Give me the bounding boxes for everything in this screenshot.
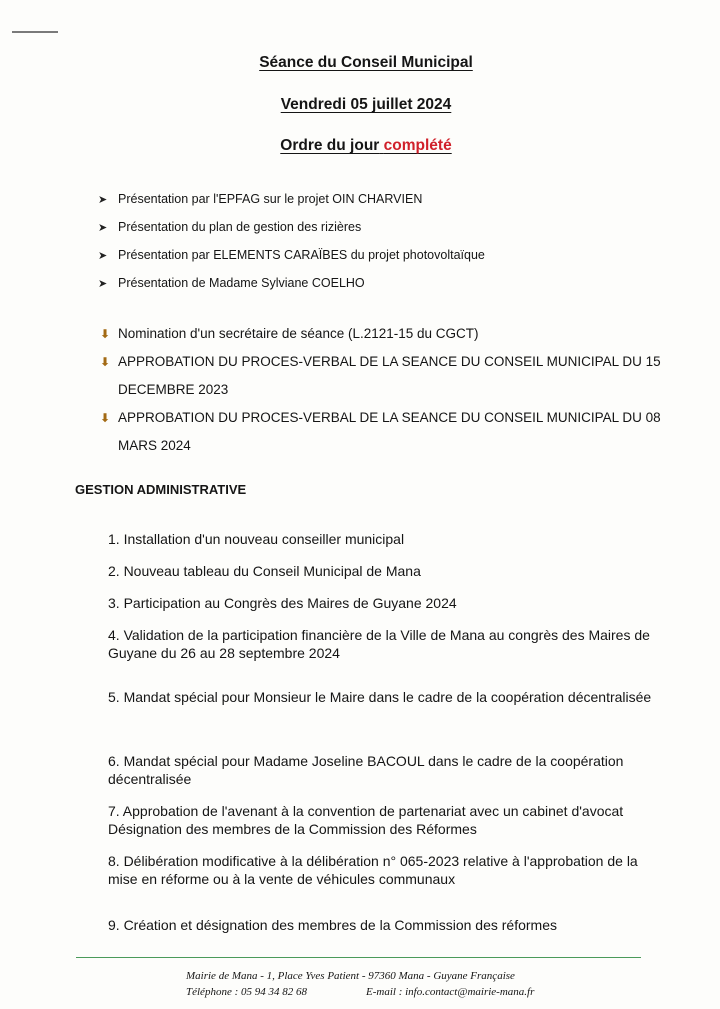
- arrowhead-icon: ➤: [98, 250, 108, 262]
- list-item: [98, 248, 485, 276]
- meeting-date: Vendredi 05 juillet 2024: [280, 96, 452, 113]
- agenda-item: 2. Nouveau tableau du Conseil Municipal de Mana: [108, 563, 421, 579]
- pushpin-icon: ⬇: [100, 411, 111, 425]
- agenda-heading: [6, 137, 720, 155]
- footer-phone: Téléphone : 05 94 34 82 68: [186, 986, 307, 998]
- pushpin-icon: ⬇: [100, 327, 111, 341]
- agenda-highlight: complété: [383, 137, 452, 154]
- preliminary-text: APPROBATION DU PROCES-VERBAL DE LA SEANCE DU CONSEIL MUNICIPAL DU 15 DECEMBRE 2023: [118, 354, 661, 397]
- agenda-item: 3. Participation au Congrès des Maires de Guyane 2024: [108, 595, 457, 611]
- agenda-item: 8. Délibération modificative à la délibération n° 065-2023 relative à l'approbation de la mise en réforme ou à la vente de véhicules communaux: [108, 853, 638, 887]
- footer-address: Mairie de Mana - 1, Place Yves Patient - 97360 Mana - Guyane Française: [186, 970, 515, 982]
- presentation-text: Présentation du plan de gestion des rizières: [118, 220, 362, 234]
- section-title-gestion: GESTION ADMINISTRATIVE: [75, 482, 247, 497]
- list-item: [98, 276, 485, 304]
- agenda-item: 5. Mandat spécial pour Monsieur le Maire dans le cadre de la coopération décentralisée: [108, 689, 652, 705]
- scan-mark: [12, 31, 58, 33]
- preliminary-text: APPROBATION DU PROCES-VERBAL DE LA SEANCE DU CONSEIL MUNICIPAL DU 08 MARS 2024: [118, 410, 661, 453]
- presentations-list: [98, 192, 485, 304]
- agenda-prefix: Ordre du jour: [280, 137, 380, 154]
- arrowhead-icon: ➤: [98, 194, 108, 206]
- agenda-item: 1. Installation d'un nouveau conseiller municipal: [108, 531, 405, 547]
- preliminaries-list: [100, 320, 680, 460]
- pushpin-icon: ⬇: [100, 355, 111, 369]
- arrowhead-icon: ➤: [98, 222, 108, 234]
- list-item: [98, 220, 485, 248]
- agenda-item: 7. Approbation de l'avenant à la convention de partenariat avec un cabinet d'avocat Désignation des membres de la Commission des Réformes: [108, 803, 624, 837]
- arrowhead-icon: ➤: [98, 278, 108, 290]
- footer-email: E-mail : info.contact@mairie-mana.fr: [366, 986, 535, 998]
- agenda-item: 4. Validation de la participation financière de la Ville de Mana au congrès des Maires de Guyane du 26 au 28 septembre 2024: [108, 627, 650, 661]
- list-item: [100, 404, 680, 460]
- presentation-text: Présentation par l'EPFAG sur le projet OIN CHARVIEN: [118, 192, 423, 206]
- presentation-text: Présentation par ELEMENTS CARAÏBES du projet photovoltaïque: [118, 248, 485, 262]
- list-item: [100, 320, 680, 348]
- footer-divider: [76, 957, 641, 958]
- agenda-item: 9. Création et désignation des membres de la Commission des réformes: [108, 917, 557, 933]
- list-item: [98, 192, 485, 220]
- meeting-title: Séance du Conseil Municipal: [259, 54, 473, 71]
- presentation-text: Présentation de Madame Sylviane COELHO: [118, 276, 365, 290]
- list-item: [100, 348, 680, 404]
- agenda-item: 6. Mandat spécial pour Madame Joseline BACOUL dans le cadre de la coopération décentralisée: [108, 753, 624, 787]
- preliminary-text: Nomination d'un secrétaire de séance (L.2121-15 du CGCT): [118, 326, 479, 341]
